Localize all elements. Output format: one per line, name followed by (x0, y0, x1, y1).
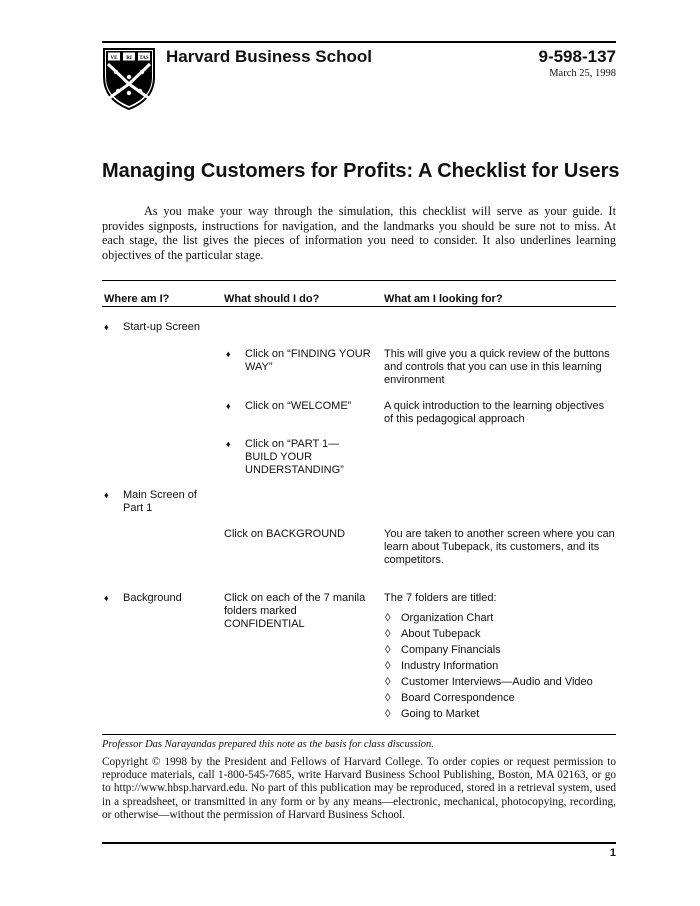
bullet-icon: ♦ (226, 401, 231, 411)
author-note: Professor Das Narayandas prepared this note as the basis for class discussion. (102, 739, 434, 750)
intro-paragraph: As you make your way through the simulation, this checklist will serve as your guide. It provides signposts, instructions for navigation, and the landmarks you should be sure not to miss. At each stage, the list gives the pieces of information you need to consider. It also underlines learning objectives of the particular stage. (102, 204, 616, 262)
table-header-rule (102, 306, 616, 307)
diamond-bullet-icon: ◊ (385, 692, 391, 704)
document-date: March 25, 1998 (549, 68, 616, 79)
folder-item: Customer Interviews—Audio and Video (401, 676, 593, 688)
logo-book-3: TAS (139, 56, 149, 61)
bullet-icon: ♦ (226, 349, 231, 359)
diamond-bullet-icon: ◊ (385, 644, 391, 656)
folder-item: About Tubepack (401, 628, 481, 640)
diamond-bullet-icon: ◊ (385, 612, 391, 624)
bullet-icon: ♦ (104, 593, 109, 603)
folder-item: Going to Market (401, 708, 480, 720)
bullet-icon: ♦ (104, 322, 109, 332)
document-number: 9-598-137 (538, 47, 616, 66)
folder-item: Company Financials (401, 644, 501, 656)
diamond-bullet-icon: ◊ (385, 708, 391, 720)
where-cell: Background (123, 592, 182, 604)
folder-item: Organization Chart (401, 612, 494, 624)
diamond-bullet-icon: ◊ (385, 628, 391, 640)
copyright-notice: Copyright © 1998 by the President and Fellows of Harvard College. To order copies or request permission to reproduce materials, call 1-800-545-7685, write Harvard Business School Publishing, Boston, MA 02163, or go to http://www.hbsp.harvard.edu. No part of this publication may be reproduced, stored in a retrieval system, used in a spreadsheet, or transmitted in any form or by any means—electronic, mechanical, photocopying, recording, or otherwise—without the permission of Harvard Business School. (102, 756, 616, 821)
page-title: Managing Customers for Profits: A Checklist for Users (102, 160, 620, 182)
page-number: 1 (609, 847, 616, 859)
folder-item: Industry Information (401, 660, 499, 672)
column-header-where: Where am I? (104, 293, 170, 305)
where-cell: Main Screen of Part 1 (123, 489, 197, 514)
look-cell: The 7 folders are titled: (384, 592, 497, 604)
harvard-shield-icon (102, 47, 156, 111)
table-top-rule (102, 280, 616, 281)
look-cell: This will give you a quick review of the buttons and controls that you can use in this learning environment (384, 348, 610, 386)
diamond-bullet-icon: ◊ (385, 660, 391, 672)
column-header-look: What am I looking for? (384, 293, 503, 305)
look-cell: You are taken to another screen where you can learn about Tubepack, its customers, and its competitors. (384, 528, 615, 566)
look-cell: A quick introduction to the learning objectives of this pedagogical approach (384, 400, 605, 425)
header-top-rule (102, 41, 616, 43)
logo-book-1: VE (110, 56, 118, 61)
diamond-bullet-icon: ◊ (385, 676, 391, 688)
folder-item: Board Correspondence (401, 692, 515, 704)
do-cell: Click on each of the 7 manila folders marked CONFIDENTIAL (224, 592, 366, 630)
bottom-rule (102, 842, 616, 844)
column-header-do: What should I do? (224, 293, 320, 305)
do-cell: Click on “WELCOME” (245, 400, 352, 412)
logo-book-2: RI (126, 56, 132, 61)
do-cell: Click on BACKGROUND (224, 528, 346, 540)
do-cell: Click on “FINDING YOUR WAY” (245, 348, 371, 373)
school-name: Harvard Business School (166, 47, 372, 66)
bullet-icon: ♦ (226, 439, 231, 449)
where-cell: Start-up Screen (123, 321, 201, 333)
bullet-icon: ♦ (104, 490, 109, 500)
footer-rule (102, 734, 616, 735)
do-cell: Click on “PART 1— BUILD YOUR UNDERSTANDING” (245, 438, 344, 476)
